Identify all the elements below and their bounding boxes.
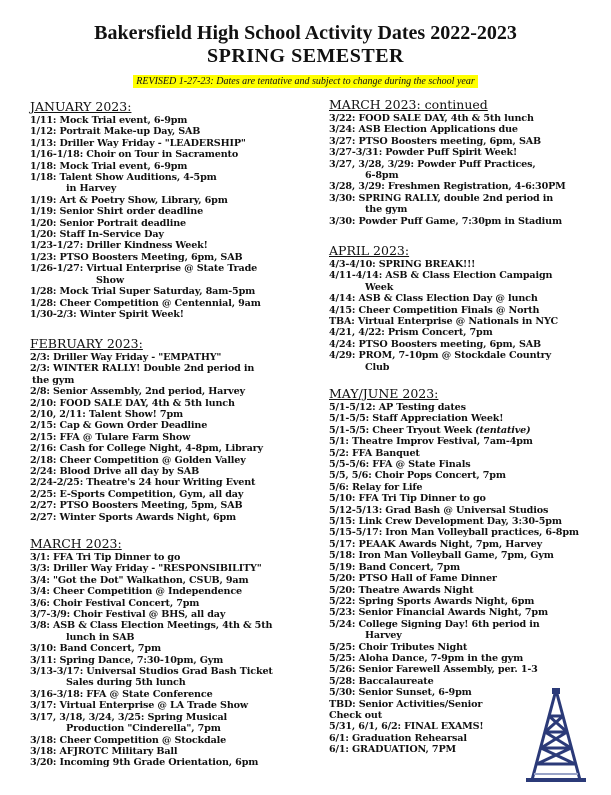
event-line: 1/12: Portrait Make-up Day, SAB (30, 126, 201, 138)
event-line: 1/28: Cheer Competition @ Centennial, 9am (30, 297, 261, 309)
event-line: 1/28: Mock Trial Super Saturday, 8am-5pm (30, 286, 256, 298)
event-line: 5/18: Iron Man Volleyball Game, 7pm, Gym (329, 550, 554, 562)
event-line: 3/27, 3/28, 3/29: Powder Puff Practices, (329, 158, 536, 170)
event-line: 1/20: Staff In-Service Day (30, 229, 164, 241)
event-line: 3/27: PTSO Boosters meeting, 6pm, SAB (329, 135, 541, 147)
event-line: 5/17: PEAAK Awards Night, 7pm, Harvey (329, 538, 542, 550)
event-line: 5/2: FFA Banquet (329, 447, 420, 459)
event-line: 5/5-5/6: FFA @ State Finals (329, 459, 471, 471)
event-line: 5/30: Senior Sunset, 6-9pm (329, 687, 472, 699)
event-line-continued: Production "Cinderella", 7pm (66, 723, 221, 735)
event-line: 2/10, 2/11: Talent Show! 7pm (30, 409, 184, 421)
page-subtitle: SPRING SEMESTER (207, 45, 404, 67)
section-heading: MARCH 2023: (30, 536, 122, 551)
event-line-continued: lunch in SAB (66, 631, 135, 643)
event-line: 1/18: Talent Show Auditions, 4-5pm (30, 172, 217, 184)
section-heading: JANUARY 2023: (30, 99, 132, 114)
event-line: 3/4: "Got the Dot" Walkathon, CSUB, 9am (30, 574, 249, 586)
event-line: 5/28: Baccalaureate (329, 675, 434, 687)
event-line-continued: Harvey (365, 630, 402, 642)
event-line-continued: in Harvey (66, 183, 117, 195)
event-line: 3/17, 3/18, 3/24, 3/25: Spring Musical (30, 711, 228, 723)
event-line: 5/26: Senior Farewell Assembly, per. 1-3 (329, 664, 538, 676)
event-line: 1/11: Mock Trial event, 6-9pm (30, 115, 188, 126)
event-line: 3/11: Spring Dance, 7:30-10pm, Gym (30, 654, 224, 666)
event-line: TBA: Virtual Enterprise @ Nationals in NYC (329, 316, 558, 328)
event-line: 1/23: PTSO Boosters Meeting, 6pm, SAB (30, 251, 243, 263)
event-line-continued: Check out (329, 709, 382, 721)
event-line: 5/12-5/13: Grad Bash @ Universal Studios (329, 504, 549, 516)
event-line: 2/24: Blood Drive all day by SAB (30, 466, 200, 478)
page-title: Bakersfield High School Activity Dates 2022-2023 (94, 22, 517, 44)
section-heading: MAY/JUNE 2023: (329, 386, 439, 401)
event-line (329, 425, 579, 436)
event-line: 5/19: Band Concert, 7pm (329, 561, 460, 573)
event-line: 5/1-5/5: Staff Appreciation Week! (329, 413, 504, 425)
event-line: 5/5, 5/6: Choir Pops Concert, 7pm (329, 470, 506, 482)
event-line: 2/8: Senior Assembly, 2nd period, Harvey (30, 386, 245, 398)
event-line: 3/18: Cheer Competition @ Stockdale (30, 734, 227, 746)
event-line: 2/3: WINTER RALLY! Double 2nd period in (30, 363, 255, 375)
event-line: 3/7-3/9: Choir Festival @ BHS, all day (30, 609, 226, 621)
event-line: 3/4: Cheer Competition @ Independence (30, 586, 242, 598)
event-line: 3/17: Virtual Enterprise @ LA Trade Show (30, 700, 249, 712)
event-line: 2/18: Cheer Competition @ Golden Valley (30, 454, 246, 466)
event-line: 3/3: Driller Way Friday - "RESPONSIBILITY" (30, 563, 262, 575)
event-line: 3/10: Band Concert, 7pm (30, 643, 161, 655)
event-line: 5/24: College Signing Day! 6th period in (329, 618, 540, 630)
oil-derrick-icon (516, 686, 596, 784)
event-line: 1/18: Mock Trial event, 6-9pm (30, 160, 188, 172)
event-line: 2/24-2/25: Theatre's 24 hour Writing Event (30, 477, 256, 489)
event-line: 4/21, 4/22: Prism Concert, 7pm (329, 327, 493, 339)
event-line: 1/13: Driller Way Friday - "LEADERSHIP" (30, 137, 246, 149)
event-line: 3/16-3/18: FFA @ State Conference (30, 688, 213, 700)
event-line: 3/18: AFJROTC Military Ball (30, 745, 178, 757)
event-line: 5/31, 6/1, 6/2: FINAL EXAMS! (329, 721, 484, 733)
event-line: 3/13-3/17: Universal Studios Grad Bash Ticket (30, 666, 273, 678)
event-line: 3/27-3/31: Powder Puff Spirit Week! (329, 147, 518, 159)
event-line: 5/6: Relay for Life (329, 481, 423, 493)
event-line: 2/10: FOOD SALE DAY, 4th & 5th lunch (30, 397, 235, 409)
event-line: 1/26-1/27: Virtual Enterprise @ State Trade (30, 263, 258, 275)
event-line: 2/25: E-Sports Competition, Gym, all day (30, 488, 244, 500)
event-line: 5/20: PTSO Hall of Fame Dinner (329, 573, 497, 585)
event-line: 2/27: PTSO Boosters Meeting, 5pm, SAB (30, 500, 243, 512)
event-line: 3/22: FOOD SALE DAY, 4th & 5th lunch (329, 113, 534, 124)
event-line: 2/27: Winter Sports Awards Night, 6pm (30, 511, 237, 523)
event-line: 4/3-4/10: SPRING BREAK!!! (329, 259, 476, 270)
event-line: 1/30-2/3: Winter Spirit Week! (30, 308, 184, 320)
section-heading: MARCH 2023: continued (329, 97, 488, 112)
event-line: 5/23: Senior Financial Awards Night, 7pm (329, 607, 548, 619)
event-line: 5/1: Theatre Improv Festival, 7am-4pm (329, 436, 533, 448)
event-line: 3/30: Powder Puff Game, 7:30pm in Stadium (329, 215, 562, 227)
event-line: 5/20: Theatre Awards Night (329, 584, 474, 596)
event-line-continued: the gym (32, 374, 75, 386)
event-line: 4/11-4/14: ASB & Class Election Campaign (329, 270, 553, 282)
event-line: 2/15: FFA @ Tulare Farm Show (30, 431, 191, 443)
event-line: 3/1: FFA Tri Tip Dinner to go (30, 552, 181, 563)
section-january (30, 99, 261, 320)
revised-note: REVISED 1-27-23: Dates are tentative and subject to change during the school year (133, 75, 477, 88)
section-heading: APRIL 2023: (329, 243, 410, 258)
event-line: 1/19: Senior Shirt order deadline (30, 206, 204, 218)
section-march (30, 536, 273, 769)
event-line: 2/16: Cash for College Night, 4-8pm, Library (30, 443, 263, 455)
event-line: 5/25: Aloha Dance, 7-9pm in the gym (329, 652, 524, 664)
event-line: 3/30: SPRING RALLY, double 2nd period in (329, 192, 554, 204)
event-line-continued: the gym (365, 204, 408, 216)
event-line: 5/1-5/12: AP Testing dates (329, 402, 466, 413)
event-line: 4/15: Cheer Competition Finals @ North (329, 304, 540, 316)
section-heading: FEBRUARY 2023: (30, 336, 143, 351)
event-line: 6/1: GRADUATION, 7PM (329, 744, 456, 756)
event-text: 5/1-5/5: Cheer Tryout Week (329, 424, 472, 436)
event-line-continued: Show (96, 274, 124, 286)
event-line: 1/16-1/18: Choir on Tour in Sacramento (30, 149, 239, 161)
event-line-continued: 6-8pm (365, 170, 399, 182)
tentative-note: (tentative) (475, 424, 531, 436)
event-line: 4/29: PROM, 7-10pm @ Stockdale Country (329, 350, 552, 362)
event-line: 3/20: Incoming 9th Grade Orientation, 6pm (30, 757, 259, 769)
event-line: TBD: Senior Activities/Senior (329, 698, 483, 710)
event-line: 5/15: Link Crew Development Day, 3:30-5pm (329, 516, 562, 528)
section-march-continued (329, 97, 566, 227)
event-line: 2/3: Driller Way Friday - "EMPATHY" (30, 352, 222, 363)
event-line: 1/19: Art & Poetry Show, Library, 6pm (30, 194, 228, 206)
event-line: 1/20: Senior Portrait deadline (30, 217, 186, 229)
event-line: 5/10: FFA Tri Tip Dinner to go (329, 493, 486, 505)
event-line: 2/15: Cap & Gown Order Deadline (30, 420, 208, 432)
event-line-continued: Club (365, 361, 390, 373)
event-line: 5/15-5/17: Iron Man Volleyball practices, 6-8pm (329, 527, 579, 539)
event-line: 3/8: ASB & Class Election Meetings, 4th & 5th (30, 620, 273, 632)
event-line-continued: Sales during 5th lunch (66, 677, 186, 689)
section-april (329, 243, 558, 373)
event-line: 3/28, 3/29: Freshmen Registration, 4-6:30PM (329, 181, 566, 193)
event-line: 5/25: Choir Tributes Night (329, 641, 468, 653)
event-line: 1/23-1/27: Driller Kindness Week! (30, 240, 208, 252)
section-february (30, 336, 263, 523)
event-line-continued: Week (365, 281, 394, 293)
event-line: 3/24: ASB Election Applications due (329, 124, 518, 136)
event-line: 4/14: ASB & Class Election Day @ lunch (329, 293, 538, 305)
event-line: 4/24: PTSO Boosters meeting, 6pm, SAB (329, 338, 541, 350)
event-line: 6/1: Graduation Rehearsal (329, 732, 467, 744)
event-line: 3/6: Choir Festival Concert, 7pm (30, 597, 200, 609)
event-line: 5/22: Spring Sports Awards Night, 6pm (329, 595, 535, 607)
revised-note-wrap (0, 69, 611, 88)
